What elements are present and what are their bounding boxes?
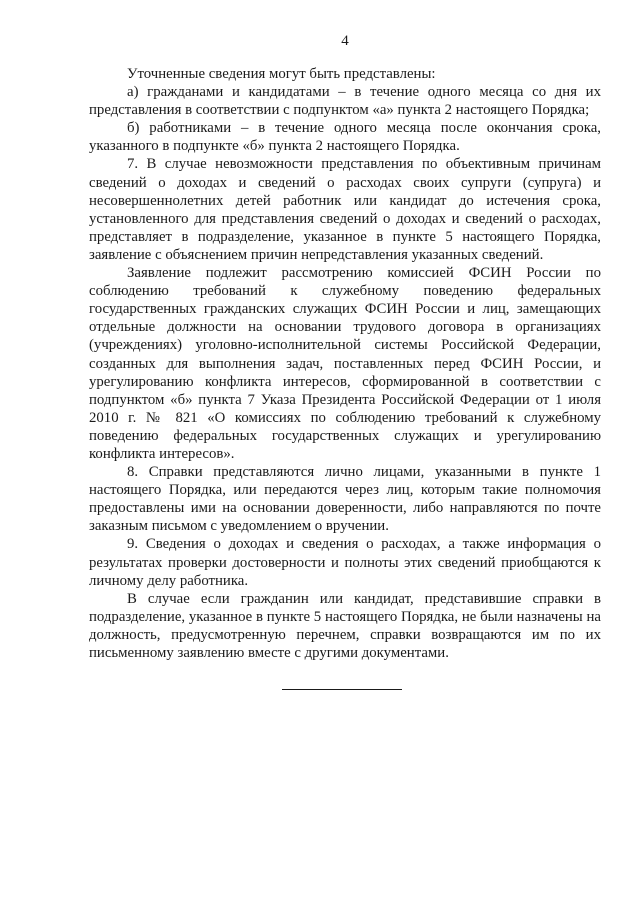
page-number: 4: [341, 33, 349, 49]
paragraph-item-b-employees: б) работниками – в течение одного месяца после окончания срока, указанного в подпункте «б» пункта 2 настоящего Порядка.: [89, 120, 601, 155]
paragraph-refined-info-intro: Уточненные сведения могут быть представлены:: [127, 66, 436, 82]
paragraph-application-commission: Заявление подлежит рассмотрению комиссией ФСИН России по соблюдению требований к служебному поведению федеральных государственных гражданских служащих ФСИН России и лиц, замещающих отдельные должности на основании трудового договора в организациях (учреждениях) уголовно-исполнительной системы Российской Федерации, созданных для выполнения задач, поставленных перед ФСИН России, и урегулированию конфликта интересов, сформированной в соответствии с подпунктом «б» пункта 7 Указа Президента Российской Федерации от 1 июля 2010 г. № 821 «О комиссиях по соблюдению требований к служебному поведению федеральных государственных служащих и урегулированию конфликта интересов».: [89, 265, 601, 462]
paragraph-return-documents: В случае если гражданин или кандидат, представившие справки в подразделение, указанное в пункте 5 настоящего Порядка, не были назначены на должность, предусмотренную перечнем, справки возвращаются им по их письменному заявлению вместе с другими документами.: [89, 590, 601, 661]
paragraph-9-personal-file: 9. Сведения о доходах и сведения о расходах, а также информация о результатах проверки достоверности и полноты этих сведений приобщаются к личному делу работника.: [89, 536, 601, 589]
document-body: [89, 65, 601, 662]
paragraph-8-submission: 8. Справки представляются лично лицами, указанными в пункте 1 настоящего Порядка, или передаются через лиц, которым такие полномочия предоставлены ими на основании доверенности, либо направляются по почте заказным письмом с уведомлением о вручении.: [89, 464, 601, 535]
paragraph-7-impossibility: 7. В случае невозможности представления по объективным причинам сведений о доходах и сведений о расходах своих супруги (супруга) и несовершеннолетних детей работник или кандидат до истечения срока, установленного для представления сведений о доходах и сведений о расходах, представляет в подразделение, указанное в пункте 5 настоящего Порядка, заявление с объяснением причин непредставления указанных сведений.: [89, 156, 601, 263]
end-separator-line: [282, 689, 402, 690]
paragraph-item-a-citizens: а) гражданами и кандидатами – в течение одного месяца со дня их представления в соответствии с подпунктом «а» пункта 2 настоящего Порядка;: [89, 84, 601, 119]
